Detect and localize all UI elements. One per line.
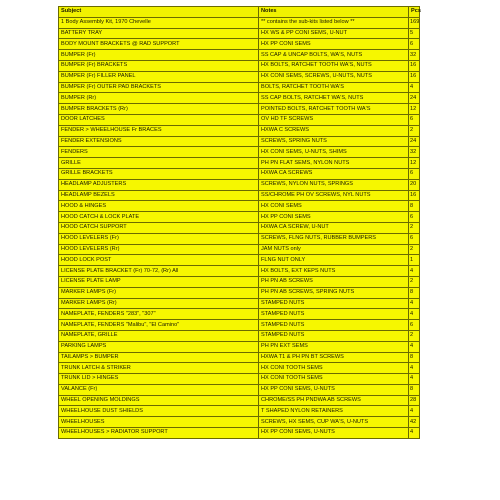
table-row [59,179,420,190]
cell-subject: GRILLE BRACKETS [59,168,259,179]
cell-notes: SS CAP & UNCAP BOLTS, WA'S, NUTS [259,50,409,61]
table-row [59,320,420,331]
cell-notes: STAMPED NUTS [259,330,409,341]
cell-notes: HX CONI SEMS [259,201,409,212]
cell-subject: WHEELHOUSES > RADIATOR SUPPORT [59,428,259,439]
table-row [59,158,420,169]
cell-subject: BUMPER (Fr) FILLER PANEL [59,71,259,82]
cell-subject: TRUNK LID > HINGES [59,374,259,385]
cell-subject: BUMPER (Fr) [59,50,259,61]
cell-pcs: 28 [409,395,420,406]
cell-pcs: 42 [409,417,420,428]
cell-subject: PARKING LAMPS [59,341,259,352]
table-row [59,266,420,277]
cell-subject: 1 Body Assembly Kit, 1970 Chevelle [59,17,259,28]
cell-notes: SCREWS, HX SEMS, CUP WA'S, U-NUTS [259,417,409,428]
cell-notes: T SHAPED NYLON RETAINERS [259,406,409,417]
table-row [59,201,420,212]
cell-subject: FENDER EXTENSIONS [59,136,259,147]
table-row [59,309,420,320]
table-row [59,50,420,61]
cell-subject: LICENSE PLATE BRACKET (Fr) 70-72, (Rr) All [59,266,259,277]
cell-subject: HOOD LEVELERS (Rr) [59,244,259,255]
table-row [59,104,420,115]
table-row [59,82,420,93]
cell-subject: WHEELHOUSES [59,417,259,428]
cell-notes: CHROME/SS PH PNDWA AB SCREWS [259,395,409,406]
cell-notes: OV HD TF SCREWS [259,114,409,125]
table-row [59,406,420,417]
table-row [59,190,420,201]
cell-notes: PH PN EXT SEMS [259,341,409,352]
table-row [59,287,420,298]
table-row [59,136,420,147]
cell-subject: VALANCE (Fr) [59,384,259,395]
cell-subject: BUMPER (Fr) OUTER PAD BRACKETS [59,82,259,93]
cell-pcs: 2 [409,222,420,233]
cell-pcs: 24 [409,93,420,104]
cell-notes: STAMPED NUTS [259,298,409,309]
cell-pcs: 6 [409,233,420,244]
table-row [59,255,420,266]
cell-subject: FENDER > WHEELHOUSE Fr BRACES [59,125,259,136]
cell-subject: HOOD LOCK POST [59,255,259,266]
cell-notes: HX BOLTS, RATCHET TOOTH WA'S, NUTS [259,60,409,71]
cell-notes: FLNG NUT ONLY [259,255,409,266]
cell-pcs: 2 [409,276,420,287]
table-row [59,222,420,233]
cell-notes: HX PP CONI SEMS, U-NUTS [259,384,409,395]
cell-subject: WHEEL OPENING MOLDINGS [59,395,259,406]
table-row [59,28,420,39]
cell-pcs: 4 [409,374,420,385]
cell-pcs: 6 [409,168,420,179]
cell-pcs: 6 [409,212,420,223]
table-row [59,384,420,395]
cell-notes: HX CONI TOOTH SEMS [259,374,409,385]
cell-notes: HXWA CA SCREW, U-NUT [259,222,409,233]
cell-pcs: 4 [409,406,420,417]
cell-pcs: 2 [409,125,420,136]
cell-subject: BATTERY TRAY [59,28,259,39]
cell-pcs: 8 [409,201,420,212]
cell-pcs: 32 [409,147,420,158]
table-row [59,417,420,428]
cell-notes: ** contains the sub-kits listed below ** [259,17,409,28]
table-row [59,60,420,71]
cell-pcs: 4 [409,266,420,277]
cell-pcs: 16 [409,60,420,71]
cell-subject: WHEELHOUSE DUST SHIELDS [59,406,259,417]
cell-pcs: 5 [409,28,420,39]
table-row [59,39,420,50]
cell-subject: MARKER LAMPS (Rr) [59,298,259,309]
cell-pcs: 4 [409,341,420,352]
cell-subject: HEADLAMP BEZELS [59,190,259,201]
table-row [59,395,420,406]
cell-subject: FENDERS [59,147,259,158]
table-row [59,147,420,158]
cell-notes: STAMPED NUTS [259,320,409,331]
cell-pcs: 16 [409,190,420,201]
table-row [59,71,420,82]
cell-notes: HX BOLTS, EXT KEPS NUTS [259,266,409,277]
table-row [59,17,420,28]
cell-pcs: 12 [409,104,420,115]
table-row [59,374,420,385]
cell-pcs: 32 [409,50,420,61]
cell-subject: HOOD CATCH & LOCK PLATE [59,212,259,223]
cell-notes: HXWA CA SCREWS [259,168,409,179]
parts-table [58,6,420,439]
table-row [59,341,420,352]
table-body [59,17,420,438]
cell-notes: HX WS & PP CONI SEMS, U-NUT [259,28,409,39]
cell-notes: STAMPED NUTS [259,309,409,320]
cell-notes: HX CONI TOOTH SEMS [259,363,409,374]
table-row [59,330,420,341]
cell-notes: SS/CHROME PH OV SCREWS, NYL NUTS [259,190,409,201]
cell-pcs: 4 [409,82,420,93]
cell-notes: SCREWS, NYLON NUTS, SPRINGS [259,179,409,190]
cell-subject: DOOR LATCHES [59,114,259,125]
cell-pcs: 6 [409,320,420,331]
cell-notes: PH PN AB SCREWS [259,276,409,287]
cell-pcs: 1 [409,255,420,266]
cell-pcs: 8 [409,384,420,395]
table-row [59,168,420,179]
cell-subject: BUMPER (Rr) [59,93,259,104]
cell-notes: SS CAP BOLTS, RATCHET WA'S, NUTS [259,93,409,104]
table-row [59,212,420,223]
cell-pcs: 16 [409,71,420,82]
cell-pcs: 4 [409,363,420,374]
parts-list-sheet [58,6,419,439]
cell-pcs: 4 [409,309,420,320]
cell-notes: HX PP CONI SEMS, U-NUTS [259,428,409,439]
table-row [59,276,420,287]
cell-notes: PH PN AB SCREWS, SPRING NUTS [259,287,409,298]
header-pcs: Pcs [409,7,420,18]
cell-subject: BUMPER (Fr) BRACKETS [59,60,259,71]
cell-subject: HOOD LEVELERS (Fr) [59,233,259,244]
table-row [59,244,420,255]
table-row [59,428,420,439]
table-row [59,298,420,309]
cell-subject: HEADLAMP ADJUSTERS [59,179,259,190]
header-subject: Subject [59,7,259,18]
table-header-row [59,7,420,18]
cell-pcs: 4 [409,428,420,439]
cell-subject: BUMPER BRACKETS (Rr) [59,104,259,115]
cell-pcs: 2 [409,330,420,341]
table-row [59,93,420,104]
cell-notes: HX CONI SEMS, SCREWS, U-NUTS, NUTS [259,71,409,82]
cell-notes: SCREWS, SPRING NUTS [259,136,409,147]
cell-subject: TAILAMPS > BUMPER [59,352,259,363]
cell-notes: POINTED BOLTS, RATCHET TOOTH WA'S [259,104,409,115]
cell-subject: GRILLE [59,158,259,169]
table-row [59,114,420,125]
cell-pcs: 8 [409,352,420,363]
cell-subject: NAMEPLATE, FENDERS "Malibu", "El Camino" [59,320,259,331]
cell-subject: HOOD CATCH SUPPORT [59,222,259,233]
cell-pcs: 12 [409,158,420,169]
table-row [59,352,420,363]
cell-pcs: 4 [409,298,420,309]
cell-notes: HXWA T1 & PH PN BT SCREWS [259,352,409,363]
cell-notes: JAM NUTS only [259,244,409,255]
cell-notes: PH PN FLAT SEMS, NYLON NUTS [259,158,409,169]
cell-pcs: 20 [409,179,420,190]
cell-notes: BOLTS, RATCHET TOOTH WA'S [259,82,409,93]
cell-pcs: 6 [409,39,420,50]
cell-subject: HOOD & HINGES [59,201,259,212]
header-notes: Notes [259,7,409,18]
cell-pcs: 6 [409,114,420,125]
cell-subject: BODY MOUNT BRACKETS @ RAD SUPPORT [59,39,259,50]
cell-subject: NAMEPLATE, FENDERS "283", "307" [59,309,259,320]
table-row [59,363,420,374]
cell-pcs: 2 [409,244,420,255]
cell-subject: TRUNK LATCH & STRIKER [59,363,259,374]
cell-notes: HX CONI SEMS, U-NUTS, SHIMS [259,147,409,158]
table-row [59,233,420,244]
cell-pcs: 24 [409,136,420,147]
cell-notes: HX PP CONI SEMS [259,212,409,223]
cell-subject: MARKER LAMPS (Fr) [59,287,259,298]
cell-notes: SCREWS, FLNG NUTS, RUBBER BUMPERS [259,233,409,244]
cell-notes: HX PP CONI SEMS [259,39,409,50]
cell-subject: LICENSE PLATE LAMP [59,276,259,287]
cell-notes: HXWA C SCREWS [259,125,409,136]
cell-pcs: 169 [409,17,420,28]
cell-subject: NAMEPLATE, GRILLE [59,330,259,341]
table-row [59,125,420,136]
cell-pcs: 8 [409,287,420,298]
